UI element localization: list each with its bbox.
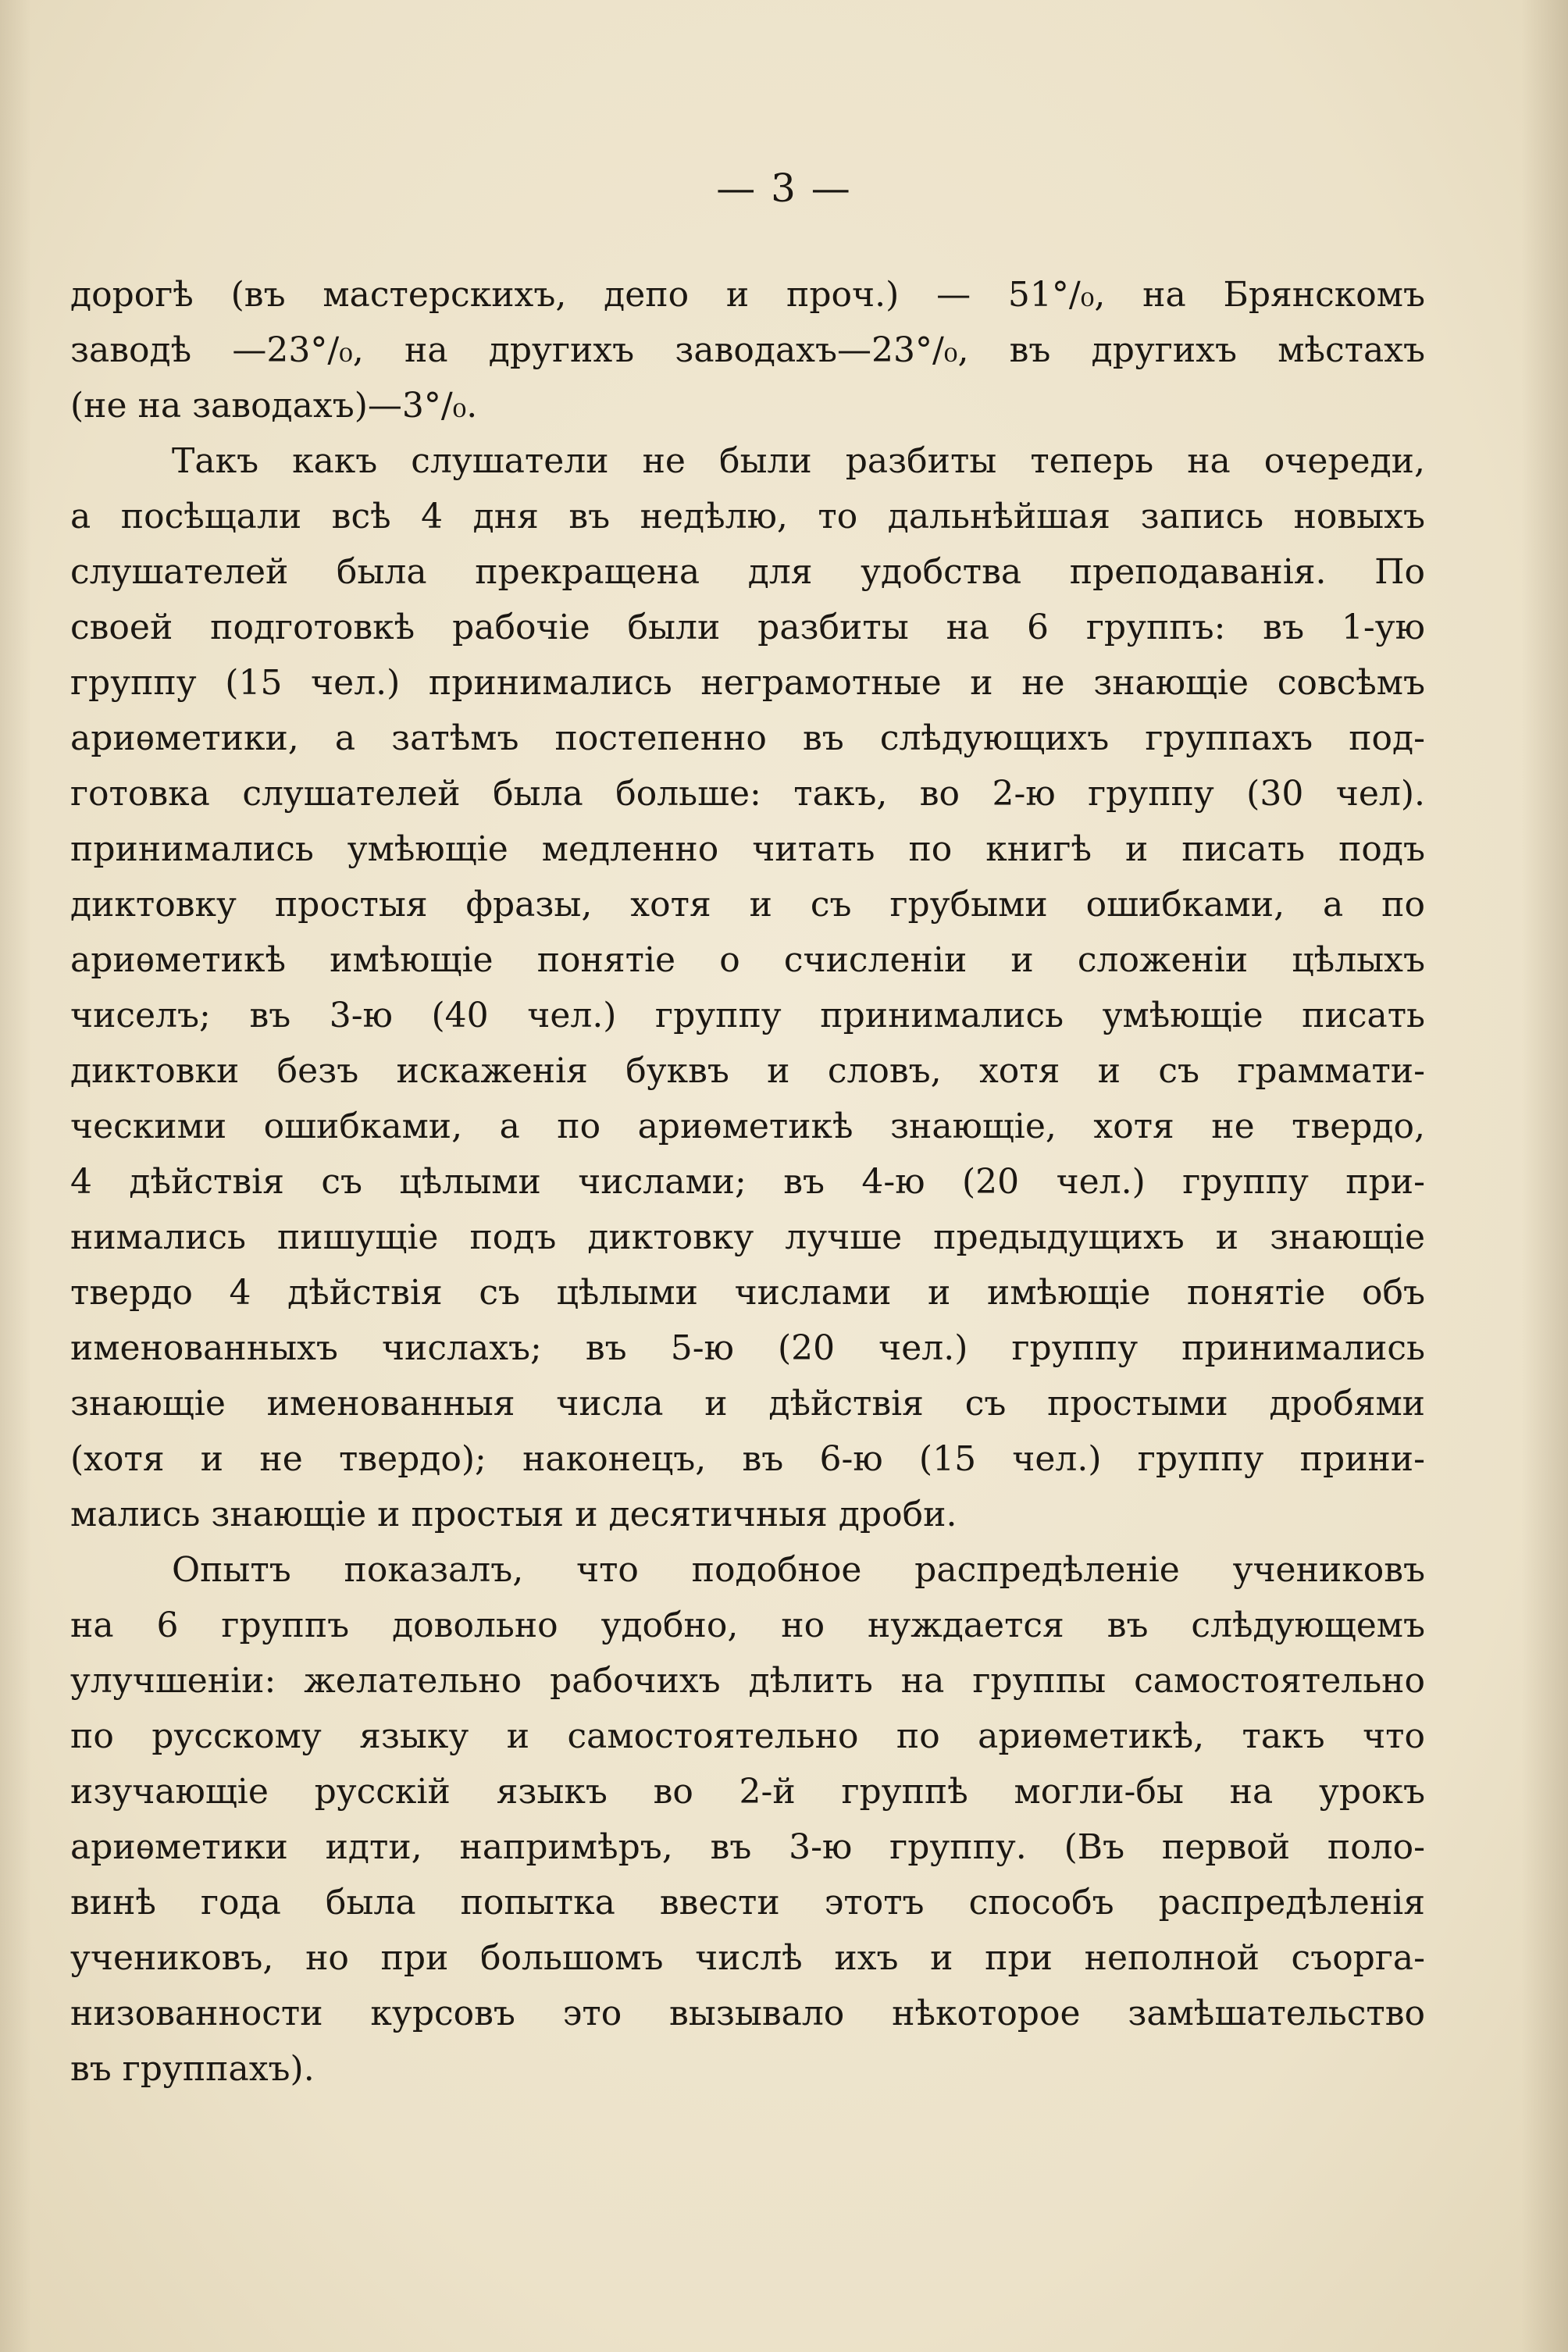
text-line: мались знающіе и простыя и десятичныя дроби.	[70, 1495, 957, 1534]
text-line: на 6 группъ довольно удобно, но нуждается въ слѣдующемъ	[70, 1605, 1425, 1645]
text-line: нимались пишущіе подъ диктовку лучше предыдущихъ и знающіе	[70, 1217, 1425, 1257]
text-line: именованныхъ числахъ; въ 5-ю (20 чел.) группу принимались	[70, 1328, 1425, 1368]
text-line: диктовку простыя фразы, хотя и съ грубыми ошибками, а по	[70, 885, 1425, 925]
text-line: а посѣщали всѣ 4 дня въ недѣлю, то дальнѣйшая запись новыхъ	[70, 497, 1425, 536]
text-line: учениковъ, но при большомъ числѣ ихъ и при неполной съорга-	[70, 1938, 1425, 1978]
text-line: твердо 4 дѣйствія съ цѣлыми числами и имѣющіе понятіе объ	[70, 1273, 1425, 1313]
text-line: диктовки безъ искаженія буквъ и словъ, хотя и съ граммати-	[70, 1051, 1425, 1091]
text-line: слушателей была прекращена для удобства преподаванія. По	[70, 552, 1425, 592]
text-line: изучающіе русскій языкъ во 2-й группѣ могли-бы на урокъ	[70, 1772, 1425, 1812]
body-text	[70, 267, 1425, 2097]
page-number: — 3 —	[716, 166, 852, 211]
text-line: въ группахъ).	[70, 2049, 315, 2089]
text-line: готовка слушателей была больше: такъ, во 2-ю группу (30 чел).	[70, 774, 1425, 814]
page-edge-shadow-right	[1521, 0, 1568, 2352]
paragraph	[70, 1542, 1425, 2097]
text-line: 4 дѣйствія съ цѣлыми числами; въ 4-ю (20 чел.) группу при-	[70, 1162, 1425, 1202]
text-line: заводѣ —23°/₀, на другихъ заводахъ—23°/₀, въ другихъ мѣстахъ	[70, 330, 1425, 370]
text-line: Опытъ показалъ, что подобное распредѣленіе учениковъ	[172, 1550, 1425, 1590]
text-line: ариѳметики идти, напримѣръ, въ 3-ю группу. (Въ первой поло-	[70, 1827, 1425, 1867]
text-line: винѣ года была попытка ввести этотъ способъ распредѣленія	[70, 1883, 1425, 1923]
text-line: принимались умѣющіе медленно читать по книгѣ и писать подъ	[70, 829, 1425, 869]
text-line: дорогѣ (въ мастерскихъ, депо и проч.) — 51°/₀, на Брянскомъ	[70, 275, 1425, 315]
paragraph	[70, 267, 1425, 433]
paragraph	[70, 433, 1425, 1542]
page-edge-shadow-left	[0, 0, 31, 2352]
text-line: чиселъ; въ 3-ю (40 чел.) группу принимались умѣющіе писать	[70, 996, 1425, 1035]
text-line: своей подготовкѣ рабочіе были разбиты на 6 группъ: въ 1-ую	[70, 608, 1425, 647]
text-line: группу (15 чел.) принимались неграмотные и не знающіе совсѣмъ	[70, 663, 1425, 703]
text-line: (хотя и не твердо); наконецъ, въ 6-ю (15 чел.) группу прини-	[70, 1439, 1425, 1479]
text-line: знающіе именованныя числа и дѣйствія съ простыми дробями	[70, 1384, 1425, 1424]
text-line: низованности курсовъ это вызывало нѣкоторое замѣшательство	[70, 1994, 1425, 2033]
text-line: по русскому языку и самостоятельно по ариѳметикѣ, такъ что	[70, 1716, 1425, 1756]
text-line: ариѳметикѣ имѣющіе понятіе о счисленіи и сложеніи цѣлыхъ	[70, 940, 1425, 980]
text-line: улучшеніи: желательно рабочихъ дѣлить на группы самостоятельно	[70, 1661, 1425, 1701]
text-line: ческими ошибками, а по ариѳметикѣ знающіе, хотя не твердо,	[70, 1107, 1425, 1146]
text-line: ариѳметики, а затѣмъ постепенно въ слѣдующихъ группахъ под-	[70, 718, 1425, 758]
text-line: Такъ какъ слушатели не были разбиты теперь на очереди,	[172, 441, 1425, 481]
text-line: (не на заводахъ)—3°/₀.	[70, 386, 478, 426]
